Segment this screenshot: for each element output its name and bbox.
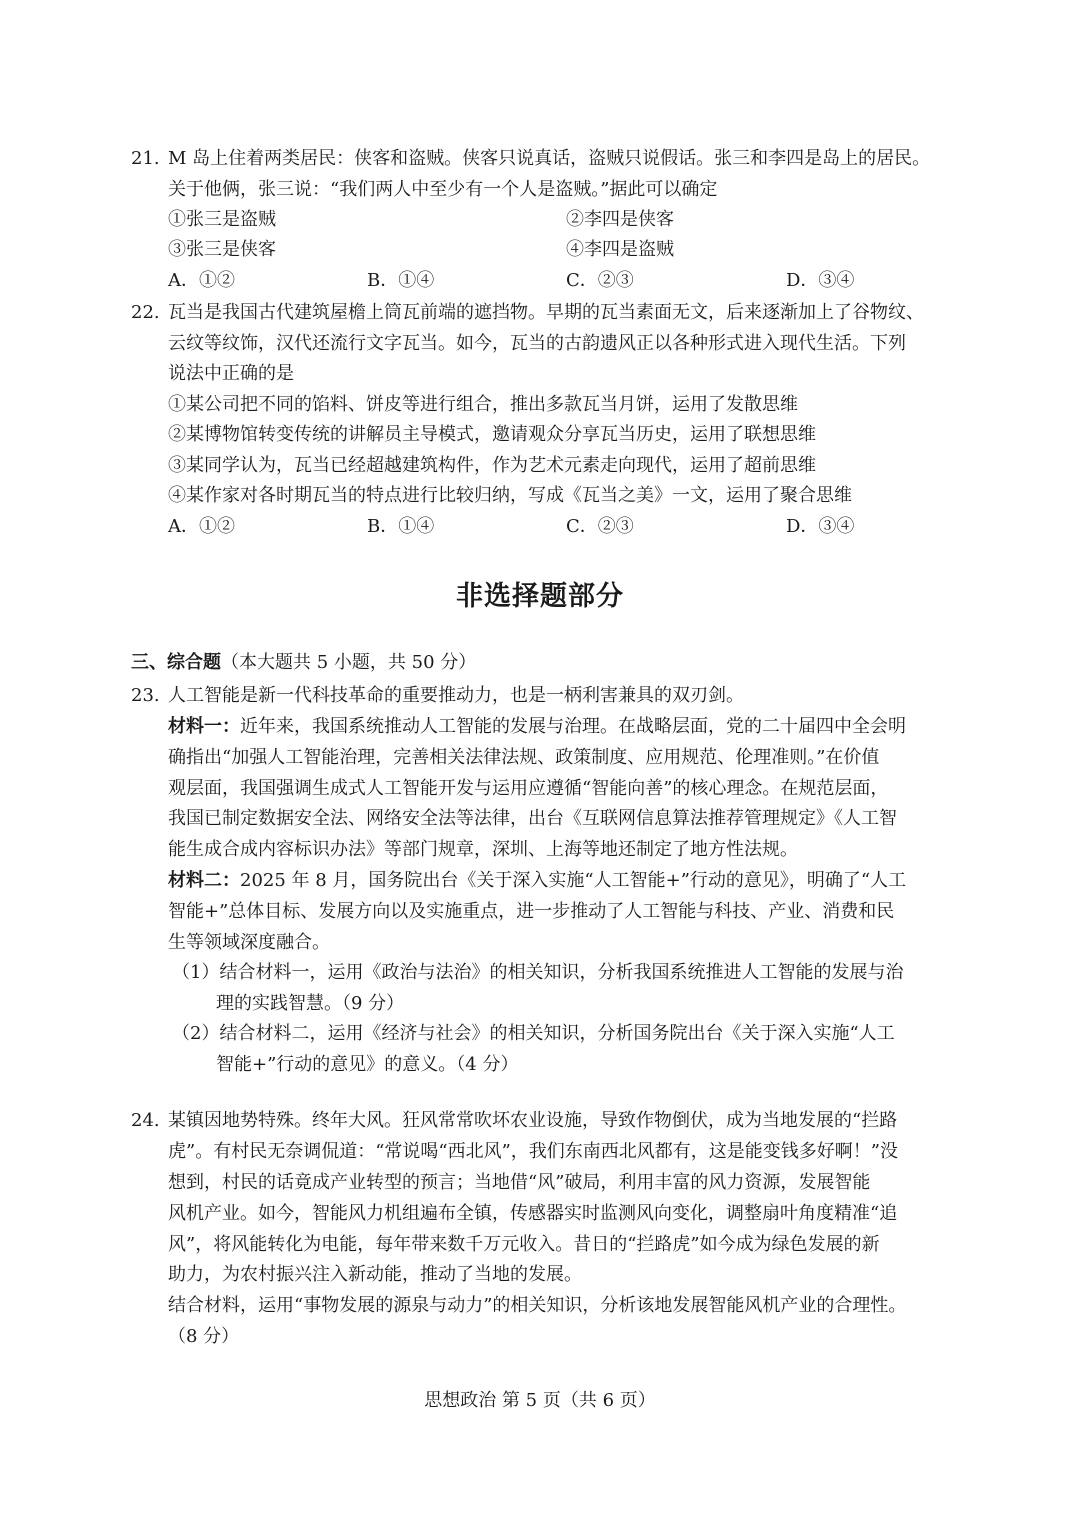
q22-item-2: ②某博物馆转变传统的讲解员主导模式，邀请观众分享瓦当历史，运用了联想思维 — [168, 424, 816, 445]
q23-number: 23. — [131, 685, 160, 706]
page-footer: 思想政治 第 5 页（共 6 页） — [424, 1390, 656, 1411]
q24-line3: 想到，村民的话竟成产业转型的预言；当地借“风”破局，利用丰富的风力资源，发展智能 — [168, 1172, 871, 1193]
q23-material1-label: 材料一： — [168, 716, 240, 737]
q24-line4: 风机产业。如今，智能风力机组遍布全镇，传感器实时监测风向变化，调整扇叶角度精准“追 — [168, 1203, 898, 1224]
q23-intro: 人工智能是新一代科技革命的重要推动力，也是一柄利害兼具的双刃剑。 — [168, 685, 744, 706]
q23-material1-line5: 能生成合成内容标识办法》等部门规章，深圳、上海等地还制定了地方性法规。 — [168, 839, 798, 860]
q23-material2-label: 材料二： — [168, 870, 240, 891]
section3-title: 三、综合题 — [131, 652, 221, 673]
q21-stem-line2: 关于他俩，张三说：“我们两人中至少有一个人是盗贼。”据此可以确定 — [168, 179, 718, 200]
q22-choice-a: A．①② — [168, 516, 235, 537]
q23-material1-line3: 观层面，我国强调生成式人工智能开发与运用应遵循“智能向善”的核心理念。在规范层面， — [168, 778, 889, 799]
q22-choice-c: C．②③ — [566, 516, 634, 537]
q21-choice-a: A．①② — [168, 270, 235, 291]
q23-material1-line1 — [168, 714, 906, 740]
q21-item-1: ①张三是盗贼 — [168, 209, 276, 230]
q24-line6: 助力，为农村振兴注入新动能，推动了当地的发展。 — [168, 1264, 582, 1285]
q21-choice-d: D．③④ — [786, 270, 855, 291]
q23-subq2-line1: （2）结合材料二，运用《经济与社会》的相关知识，分析国务院出台《关于深入实施“人工 — [172, 1023, 895, 1044]
q23-subq2-line2: 智能+”行动的意见》的意义。（4 分） — [216, 1054, 519, 1075]
q23-subq1-line2: 理的实践智慧。（9 分） — [216, 993, 405, 1014]
q23-material2-line2: 智能+”总体目标、发展方向以及实施重点，进一步推动了人工智能与科技、产业、消费和民 — [168, 901, 895, 922]
q22-stem-line1: 瓦当是我国古代建筑屋檐上筒瓦前端的遮挡物。早期的瓦当素面无文，后来逐渐加上了谷物纹、 — [168, 302, 924, 323]
q22-stem-line2: 云纹等纹饰，汉代还流行文字瓦当。如今，瓦当的古韵遗风正以各种形式进入现代生活。下列 — [168, 333, 906, 354]
q23-material1-line2: 确指出“加强人工智能治理，完善相关法律法规、政策制度、应用规范、伦理准则。”在价值 — [168, 747, 880, 768]
q24-line2: 虎”。有村民无奈调侃道：“常说喝“西北风”，我们东南西北风都有，这是能变钱多好啊！”没 — [168, 1141, 899, 1162]
q23-subq1-line1: （1）结合材料一，运用《政治与法治》的相关知识，分析我国系统推进人工智能的发展与治 — [172, 962, 904, 983]
q22-choice-b: B．①④ — [367, 516, 435, 537]
q22-item-3: ③某同学认为，瓦当已经超越建筑构件，作为艺术元素走向现代，运用了超前思维 — [168, 455, 816, 476]
q21-number: 21. — [131, 148, 160, 169]
q24-line1: 某镇因地势特殊。终年大风。狂风常常吹坏农业设施，导致作物倒伏，成为当地发展的“拦路 — [168, 1110, 898, 1131]
q23-material2-line3: 生等领域深度融合。 — [168, 932, 330, 953]
section-heading: 非选择题部分 — [456, 581, 624, 612]
q21-item-2: ②李四是侠客 — [566, 209, 674, 230]
q21-item-3: ③张三是侠客 — [168, 239, 276, 260]
q24-number: 24. — [131, 1110, 160, 1131]
q22-choice-d: D．③④ — [786, 516, 855, 537]
q23-material2-line1 — [168, 868, 906, 894]
q22-item-4: ④某作家对各时期瓦当的特点进行比较归纳，写成《瓦当之美》一文，运用了聚合思维 — [168, 485, 852, 506]
q23-material1-line4: 我国已制定数据安全法、网络安全法等法律，出台《互联网信息算法推荐管理规定》《人工智 — [168, 808, 897, 829]
section3-title-row — [131, 650, 476, 676]
q23-material1-text: 近年来，我国系统推动人工智能的发展与治理。在战略层面，党的二十届四中全会明 — [240, 716, 906, 737]
q22-number: 22. — [131, 302, 160, 323]
q22-item-1: ①某公司把不同的馅料、饼皮等进行组合，推出多款瓦当月饼，运用了发散思维 — [168, 394, 798, 415]
q21-item-4: ④李四是盗贼 — [566, 239, 674, 260]
section3-note: （本大题共 5 小题，共 50 分） — [221, 652, 477, 673]
q24-line5: 风”，将风能转化为电能，每年带来数千万元收入。昔日的“拦路虎”如今成为绿色发展的新 — [168, 1234, 880, 1255]
q21-choice-b: B．①④ — [367, 270, 435, 291]
q22-stem-line3: 说法中正确的是 — [168, 363, 294, 384]
q21-stem-line1: M 岛上住着两类居民：侠客和盗贼。侠客只说真话，盗贼只说假话。张三和李四是岛上的居民。 — [168, 148, 931, 169]
q23-material2-text: 2025 年 8 月，国务院出台《关于深入实施“人工智能+”行动的意见》，明确了“人工 — [240, 870, 907, 891]
q21-choice-c: C．②③ — [566, 270, 634, 291]
q24-line7: 结合材料，运用“事物发展的源泉与动力”的相关知识，分析该地发展智能风机产业的合理性。 — [168, 1295, 907, 1316]
q24-line8: （8 分） — [168, 1326, 240, 1347]
